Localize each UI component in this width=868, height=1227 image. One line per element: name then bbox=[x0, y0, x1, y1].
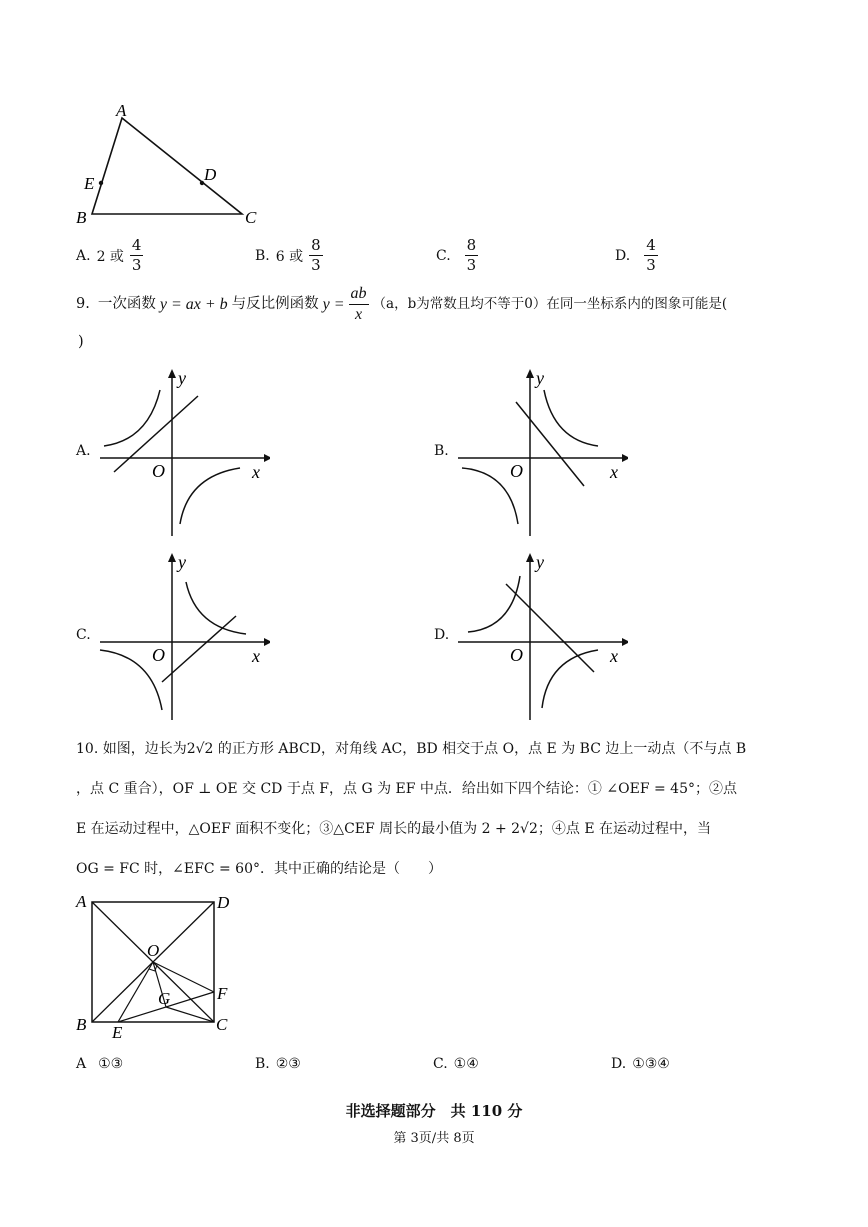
q8-choice-c[interactable] bbox=[436, 238, 478, 273]
choice-letter: C. bbox=[433, 1056, 448, 1072]
choice-text: ②③ bbox=[275, 1056, 301, 1072]
q10-line-3: E 在运动过程中，△OEF 面积不变化；③△CEF 周长的最小值为 2 + 2√2；④点 E 在运动过程中，当 bbox=[76, 821, 712, 837]
q9-option-a-letter[interactable]: A. bbox=[76, 443, 91, 459]
q9-text-mid: 与反比例函数 bbox=[231, 296, 319, 313]
q8-label-C: C bbox=[245, 208, 257, 227]
q9-graph-d[interactable] bbox=[448, 552, 628, 724]
q9-close-paren: ) bbox=[78, 334, 84, 350]
q8-choice-b[interactable] bbox=[255, 238, 323, 273]
choice-letter: A bbox=[76, 1056, 87, 1072]
q10-choice-a[interactable] bbox=[76, 1056, 123, 1072]
choice-letter: D. bbox=[611, 1056, 627, 1072]
graph-b-x-label: x bbox=[610, 462, 618, 482]
q10-choice-d[interactable] bbox=[611, 1056, 670, 1072]
q8-label-B: B bbox=[76, 208, 87, 227]
q9-option-d-letter[interactable]: D. bbox=[434, 627, 450, 643]
q8-triangle-figure bbox=[70, 95, 280, 235]
q9-text-before: 一次函数 bbox=[97, 296, 156, 313]
q9-inverse-fraction: $\frac{ab}{x}$ bbox=[350, 285, 367, 323]
q9-option-b-letter[interactable]: B. bbox=[434, 443, 449, 459]
q10-square-figure bbox=[72, 890, 242, 1040]
choice-letter: D. bbox=[615, 247, 631, 264]
q9-stem bbox=[76, 286, 727, 323]
graph-d-origin-label: O bbox=[510, 645, 523, 665]
choice-letter: B. bbox=[255, 247, 270, 264]
q9-number: 9. bbox=[76, 296, 90, 313]
q9-graph-c[interactable] bbox=[90, 552, 270, 724]
graph-b-y-label: y bbox=[536, 368, 544, 388]
choice-fraction: $\frac{8}{3}$ bbox=[311, 236, 321, 274]
graph-d-y-label: y bbox=[536, 552, 544, 572]
q10-choice-b[interactable] bbox=[255, 1056, 301, 1072]
choice-fraction: $\frac{4}{3}$ bbox=[646, 236, 656, 274]
q10-label-B: B bbox=[76, 1015, 87, 1034]
graph-d-x-label: x bbox=[610, 646, 618, 666]
choice-prefix: 6 或 bbox=[275, 248, 304, 265]
choice-prefix: 2 或 bbox=[96, 248, 124, 265]
graph-b-origin-label: O bbox=[510, 461, 523, 481]
q8-label-A: A bbox=[116, 101, 127, 120]
q9-graph-a[interactable] bbox=[90, 368, 270, 540]
graph-c-y-label: y bbox=[178, 552, 186, 572]
choice-fraction: $\frac{8}{3}$ bbox=[466, 236, 477, 274]
q10-label-C: C bbox=[216, 1015, 228, 1034]
q10-label-G: G bbox=[158, 989, 171, 1008]
q10-line-1: 10. 如图，边长为2√2 的正方形 ABCD，对角线 AC，BD 相交于点 O，点 E 为 BC 边上一动点（不与点 B bbox=[76, 741, 747, 757]
q10-label-O: O bbox=[147, 941, 160, 960]
choice-text: ①③④ bbox=[632, 1056, 670, 1072]
graph-c-x-label: x bbox=[252, 646, 260, 666]
q9-text-after: （a，b为常数且均不等于0）在同一坐标系内的图象可能是( bbox=[372, 295, 728, 312]
q9-graph-b[interactable] bbox=[448, 368, 628, 540]
choice-letter: C. bbox=[436, 247, 451, 264]
graph-a-origin-label: O bbox=[152, 461, 165, 481]
q10-label-F: F bbox=[217, 984, 228, 1003]
q8-label-D: D bbox=[204, 165, 217, 184]
q10-label-E: E bbox=[112, 1023, 123, 1040]
choice-text: ①④ bbox=[453, 1056, 479, 1072]
q8-label-E: E bbox=[84, 174, 95, 193]
q9-linear-function: y = ax + b bbox=[159, 295, 228, 313]
q10-line-4: OG = FC 时，∠EFC = 60°．其中正确的结论是（ ） bbox=[76, 861, 442, 877]
q8-choice-d[interactable] bbox=[615, 238, 658, 273]
choice-fraction: $\frac{4}{3}$ bbox=[131, 236, 142, 274]
q9-inverse-lhs: y = bbox=[322, 295, 345, 313]
page-number: 第 3页/共 8页 bbox=[393, 1131, 475, 1146]
graph-a-x-label: x bbox=[252, 462, 260, 482]
graph-a-y-label: y bbox=[178, 368, 186, 388]
q10-label-D: D bbox=[217, 893, 230, 912]
q9-option-c-letter[interactable]: C. bbox=[76, 627, 91, 643]
choice-text: ①③ bbox=[98, 1056, 124, 1072]
q8-choice-a[interactable] bbox=[76, 238, 143, 273]
choice-letter: B. bbox=[255, 1056, 270, 1072]
choice-letter: A. bbox=[76, 247, 91, 264]
q10-line-2: ，点 C 重合），OF ⊥ OE 交 CD 于点 F，点 G 为 EF 中点．给出如下四个结论：① ∠OEF = 45°；②点 bbox=[76, 781, 737, 797]
graph-c-origin-label: O bbox=[152, 645, 165, 665]
section-heading: 非选择题部分 共 110 分 bbox=[345, 1102, 523, 1120]
q10-choice-c[interactable] bbox=[433, 1056, 479, 1072]
q10-label-A: A bbox=[76, 892, 87, 911]
